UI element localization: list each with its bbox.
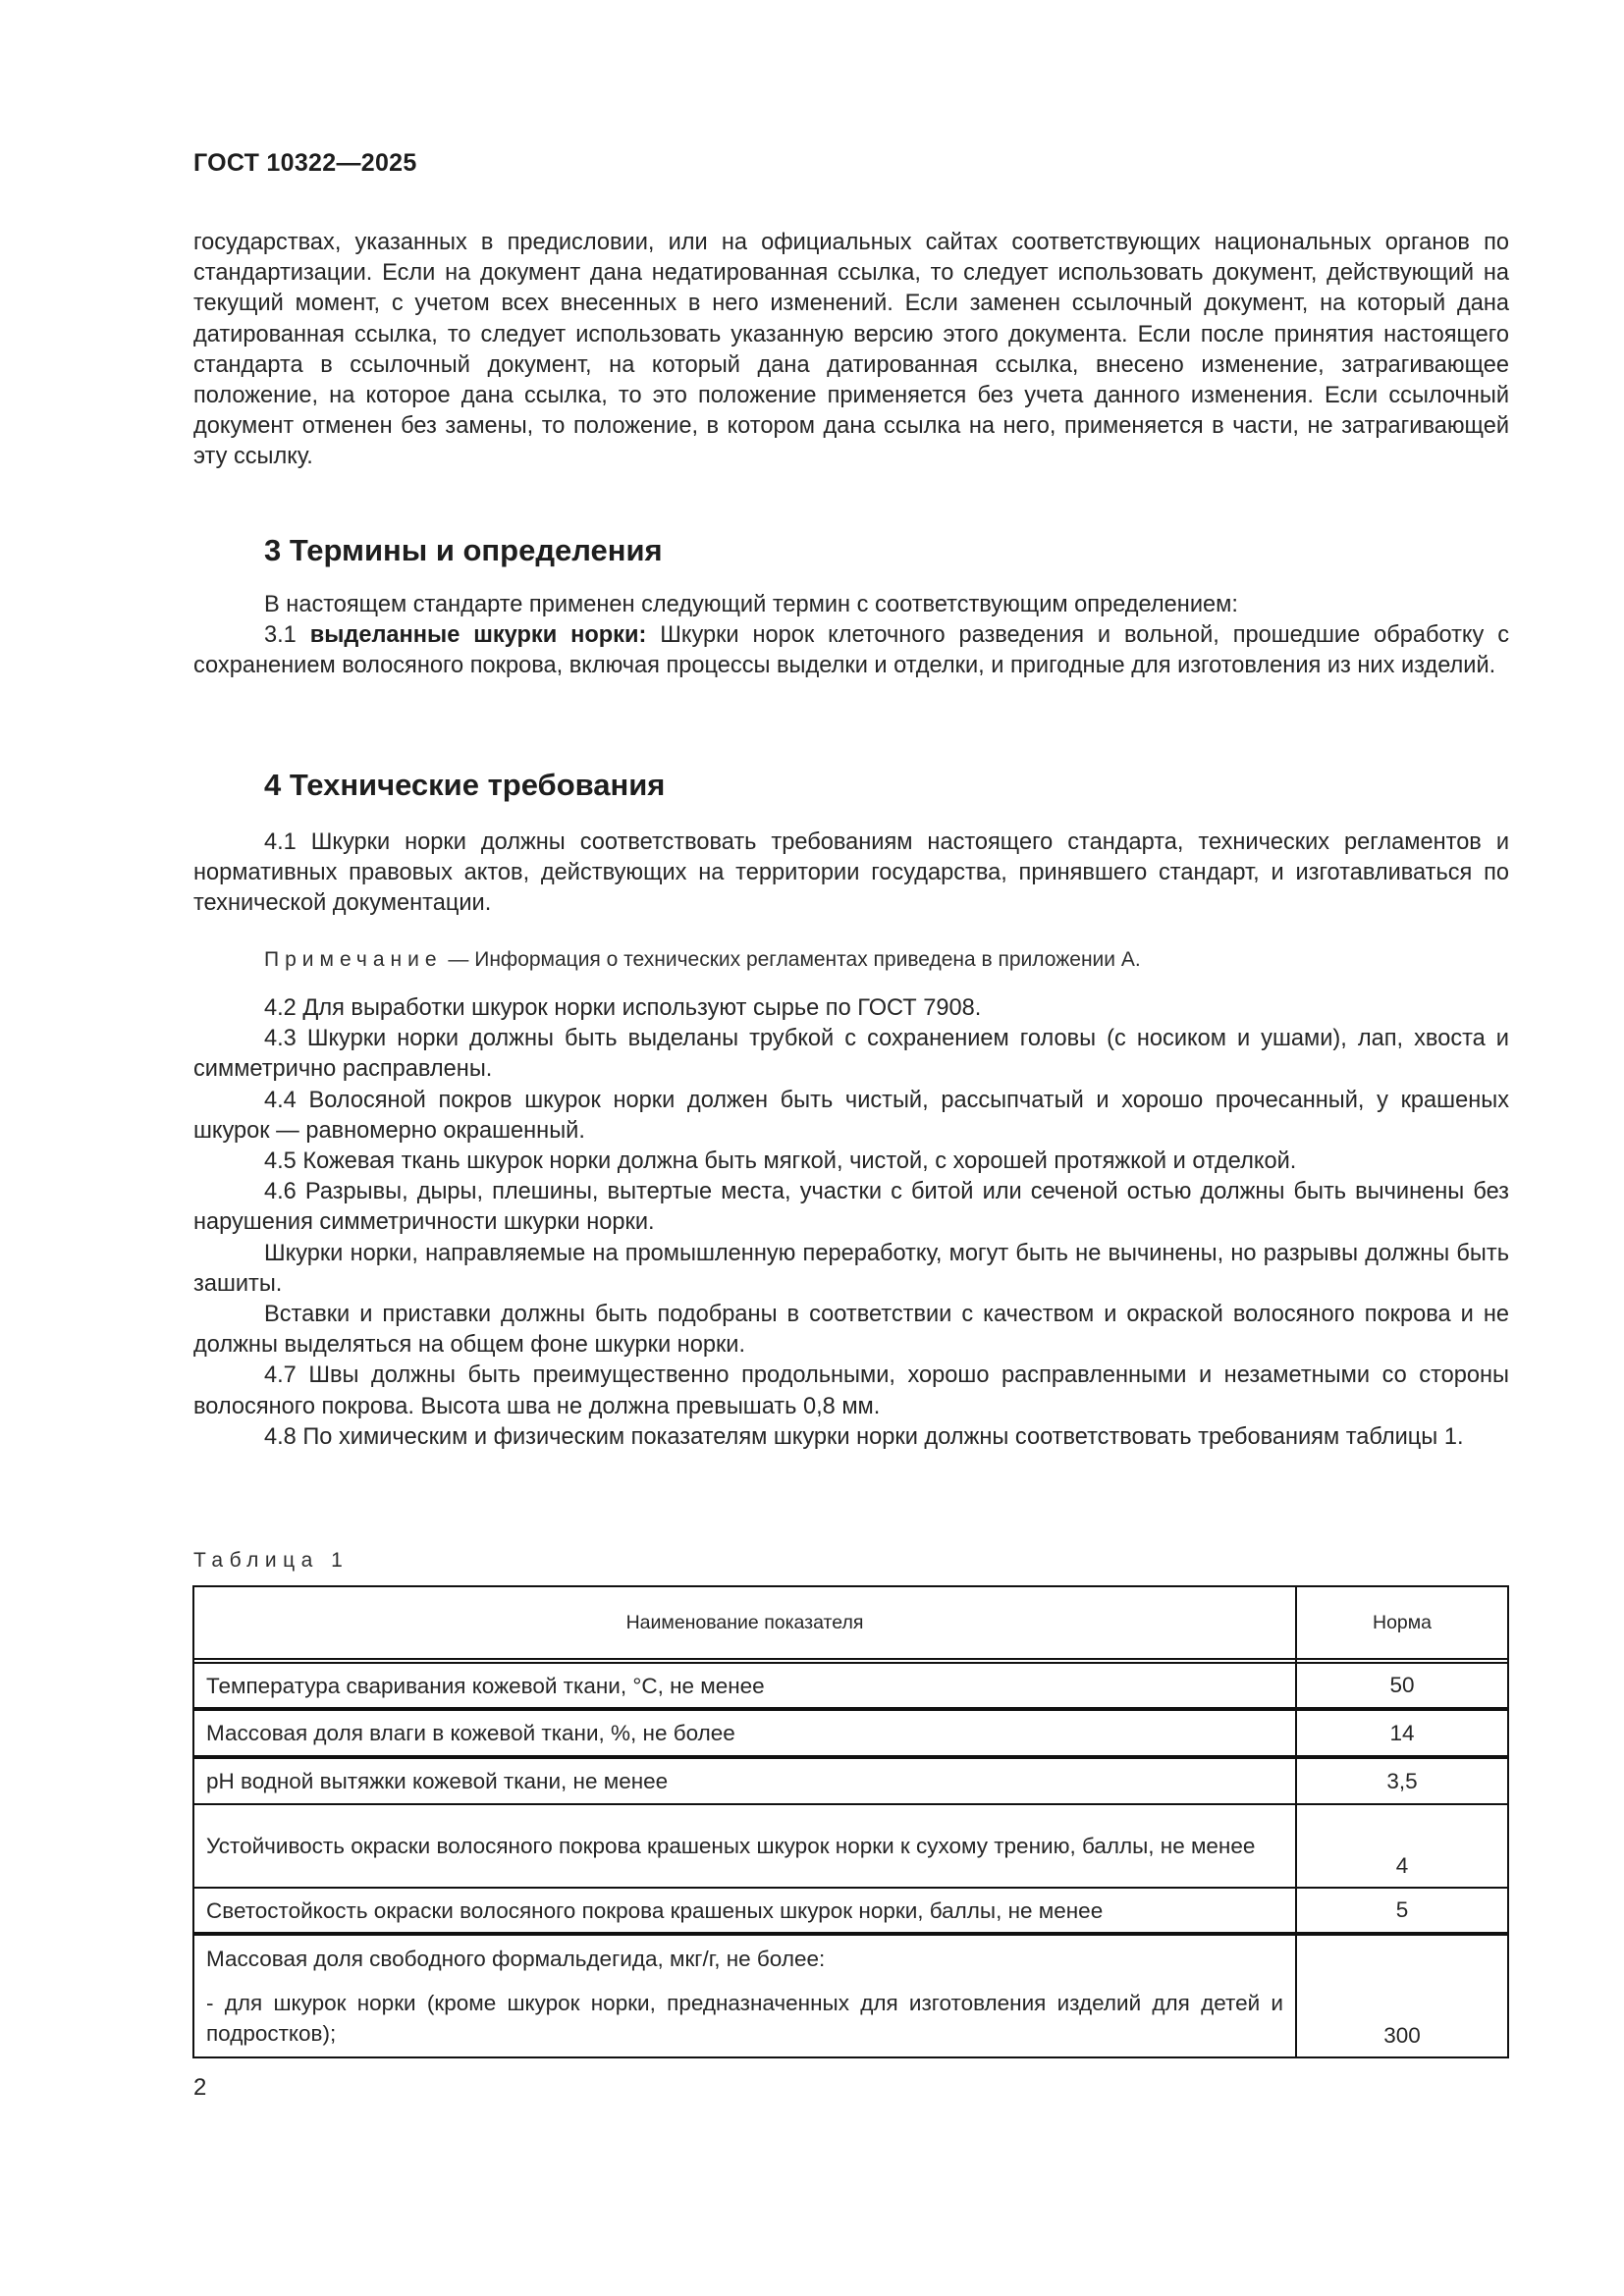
clause-4-8: 4.8 По химическим и физическим показателям шкурки норки должны соответствовать требованиям таблицы 1. <box>264 1423 1464 1450</box>
page-number: 2 <box>193 2074 207 2101</box>
note <box>264 948 1141 972</box>
clause-4-1-text: 4.1 Шкурки норки должны соответствовать требованиям настоящего стандарта, технических регламентов и нормативных правовых актов, действующих на территории государства, принявшего стандарт, и изготавливаться по технической документации. <box>193 829 1509 917</box>
section-3-heading: 3 Термины и определения <box>264 533 663 567</box>
row-norm: 3,5 <box>1296 1757 1508 1804</box>
header-indicator-name: Наименование показателя <box>193 1586 1296 1659</box>
header-norm: Норма <box>1296 1586 1508 1659</box>
note-text: — Информация о технических регламентах приведена в приложении А. <box>442 948 1141 971</box>
clause-4-3: 4.3 Шкурки норки должны быть выделаны трубкой с сохранением головы (с носиком и ушами), лап, хвоста и симметрично расправлены. <box>193 1026 1509 1083</box>
term-definition-3-1 <box>193 620 1509 681</box>
row-indicator-title: Массовая доля свободного формальдегида, мкг/г, не более: <box>206 1947 826 1971</box>
table-row <box>193 1934 1508 2057</box>
clause-4-6: 4.6 Разрывы, дыры, плешины, вытертые места, участки с битой или сеченой остью должны быть вычинены без нарушения симметричности шкурки норки. <box>193 1179 1509 1236</box>
table-row <box>193 1888 1508 1934</box>
row-indicator: Светостойкость окраски волосяного покрова крашеных шкурок норки, баллы, не менее <box>193 1888 1296 1934</box>
section-3-intro: В настоящем стандарте применен следующий термин с соответствующим определением: <box>264 592 1238 617</box>
clause-4-1 <box>193 828 1509 920</box>
references-paragraph <box>193 228 1509 473</box>
row-indicator-subitem: - для шкурок норки (кроме шкурок норки, предназначенных для изготовления изделий для детей и подростков); <box>206 1991 1283 2046</box>
table-header-row <box>193 1586 1508 1659</box>
clause-4-2: 4.2 Для выработки шкурок норки используют сырье по ГОСТ 7908. <box>264 995 982 1021</box>
row-norm: 4 <box>1296 1804 1508 1888</box>
row-norm: 300 <box>1296 1934 1508 2057</box>
table-caption: Таблица 1 <box>193 1549 350 1572</box>
row-indicator: Массовая доля влаги в кожевой ткани, %, не более <box>193 1709 1296 1757</box>
table-row <box>193 1804 1508 1888</box>
row-norm: 50 <box>1296 1663 1508 1709</box>
row-indicator: Температура сваривания кожевой ткани, °С, не менее <box>193 1663 1296 1709</box>
requirements-table <box>192 1585 1509 2058</box>
clause-4-7: 4.7 Швы должны быть преимущественно продольными, хорошо расправленными и незаметными со стороны волосяного покрова. Высота шва не должна превышать 0,8 мм. <box>193 1362 1509 1419</box>
row-norm: 5 <box>1296 1888 1508 1934</box>
clause-4-6-industrial: Шкурки норки, направляемые на промышленную переработку, могут быть не вычинены, но разрывы должны быть зашиты. <box>193 1240 1509 1297</box>
row-norm: 14 <box>1296 1709 1508 1757</box>
row-indicator: рН водной вытяжки кожевой ткани, не менее <box>193 1757 1296 1804</box>
note-label: Примечание <box>264 948 443 971</box>
clause-4-6-inserts: Вставки и приставки должны быть подобраны в соответствии с качеством и окраской волосяного покрова и не должны выделяться на общем фоне шкурки норки. <box>193 1302 1509 1359</box>
row-indicator <box>193 1934 1296 2057</box>
table-row <box>193 1757 1508 1804</box>
clauses-4-2-to-4-8 <box>193 993 1509 1453</box>
term-name: выделанные шкурки норки: <box>309 622 647 649</box>
row-indicator: Устойчивость окраски волосяного покрова крашеных шкурок норки к сухому трению, баллы, не менее <box>193 1804 1296 1888</box>
section-4-heading: 4 Технические требования <box>264 768 666 802</box>
clause-4-5: 4.5 Кожевая ткань шкурок норки должна быть мягкой, чистой, с хорошей протяжкой и отделкой. <box>264 1148 1297 1175</box>
term-definition: Шкурки норок клеточного разведения и вольной, прошедшие обработку с сохранением волосяного покрова, включая процессы выделки и отделки, и пригодные для изготовления из них изделий. <box>193 622 1509 679</box>
table-row <box>193 1709 1508 1757</box>
term-number: 3.1 <box>264 622 310 649</box>
clause-4-4: 4.4 Волосяной покров шкурок норки должен быть чистый, рассыпчатый и хорошо прочесанный, у крашеных шкурок — равномерно окрашенный. <box>193 1087 1509 1144</box>
table-row <box>193 1663 1508 1709</box>
document-code-header: ГОСТ 10322—2025 <box>193 149 417 177</box>
references-text: государствах, указанных в предисловии, или на официальных сайтах соответствующих национальных органов по стандартизации. Если на документ дана недатированная ссылка, то следует использовать документ, действующий на текущий момент, с учетом всех внесенных в него изменений. Если заменен ссылочный документ, на который дана датированная ссылка, то следует использовать указанную версию этого документа. Если после принятия настоящего стандарта в ссылочный документ, на который дана датированная ссылка, внесено изменение, затрагивающее положение, на которое дана ссылка, то это положение применяется без учета данного изменения. Если ссылочный документ отменен без замены, то положение, в котором дана ссылка на него, применяется в части, не затрагивающей эту ссылку. <box>193 230 1509 470</box>
section-3-body <box>193 590 1509 682</box>
